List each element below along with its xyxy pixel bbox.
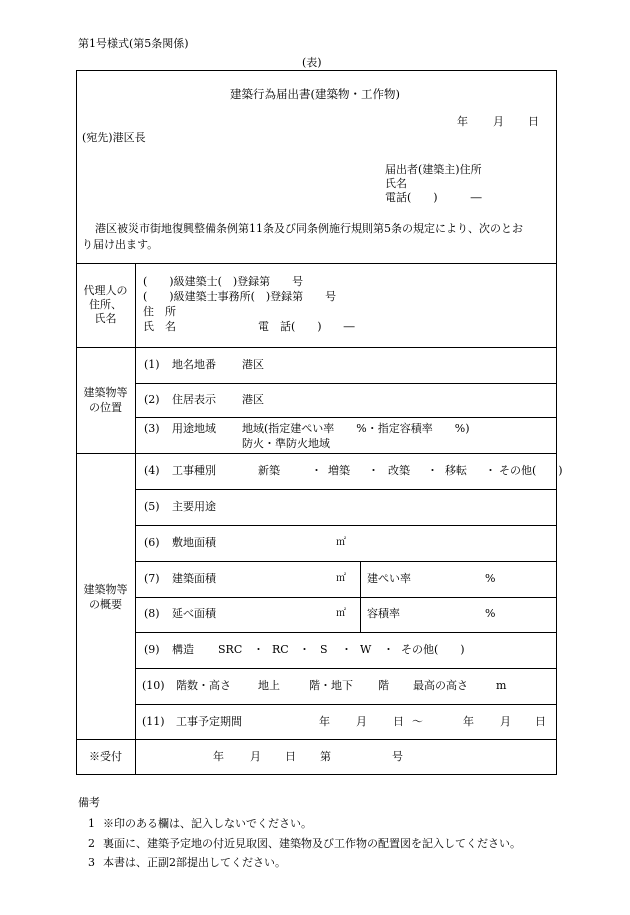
row4-separator: ・: [427, 464, 438, 477]
divider-ov-4: [136, 489, 557, 490]
applicant-address: 届出者(建築主)住所: [385, 163, 482, 176]
agent-label-2: 住所、: [89, 298, 122, 311]
row7-num: (7): [144, 572, 160, 585]
location-label-2: の位置: [89, 401, 122, 414]
agent-architect-line: ( )級建築士( )登録第 号: [143, 275, 304, 288]
form-side-label: (表): [302, 56, 322, 69]
note-text: 裏面に、建築予定地の付近見取図、建築物及び工作物の配置図を記入してください。: [103, 837, 521, 850]
row9-option: RC: [272, 643, 289, 656]
date-year: 年: [457, 115, 468, 128]
row8-label: 延べ面積: [172, 607, 216, 620]
floor-area-ratio-unit: %: [485, 607, 496, 620]
row4-num: (4): [144, 464, 160, 477]
agent-phone: 電 話( ) ―: [258, 320, 355, 333]
row2-value: 港区: [242, 393, 264, 406]
row2-label: 住居表示: [172, 393, 216, 406]
row10-max-height: 最高の高さ: [413, 679, 468, 692]
row1-label: 地名地番: [172, 358, 216, 371]
form-number: 第1号様式(第5条関係): [78, 37, 189, 50]
row11-num: (11): [142, 715, 165, 728]
agent-label-1: 代理人の: [83, 284, 128, 297]
row4-option: 増築: [328, 464, 350, 477]
row4-separator: ・: [311, 464, 322, 477]
row9-separator: ・: [383, 643, 394, 656]
receipt-number-unit: 号: [392, 750, 403, 763]
applicant-phone: 電話( ) ―: [385, 191, 482, 204]
row10-floors-above: 地上: [258, 679, 280, 692]
divider-overview: [76, 739, 557, 740]
row9-label: 構造: [172, 643, 194, 656]
divider-loc-1: [136, 383, 557, 384]
row3-fire-zone: 防火・準防火地域: [242, 437, 330, 450]
agent-address: 住 所: [143, 305, 176, 318]
row10-floors-below: 階・地下: [309, 679, 353, 692]
divider-ov-6: [136, 561, 557, 562]
row6-unit: ㎡: [336, 537, 346, 548]
row4-option-other: その他( ): [499, 464, 563, 477]
receipt-month: 月: [250, 750, 261, 763]
overview-label-2: の概要: [89, 598, 122, 611]
row7-unit: ㎡: [336, 573, 346, 584]
row2-num: (2): [144, 393, 160, 406]
divider-ov-7: [136, 597, 557, 598]
date-day: 日: [528, 115, 539, 128]
row4-option: 移転: [445, 464, 467, 477]
coverage-ratio-unit: %: [485, 572, 496, 585]
row11-range-sep: ～: [412, 715, 423, 728]
row4-option: 改築: [388, 464, 410, 477]
row3-label: 用途地域: [172, 422, 216, 435]
note-text: ※印のある欄は、記入しないでください。: [103, 817, 312, 830]
row4-option: 新築: [258, 464, 280, 477]
row5-label: 主要用途: [172, 500, 216, 513]
row1-value: 港区: [242, 358, 264, 371]
date-month: 月: [493, 115, 504, 128]
row8-unit: ㎡: [336, 608, 346, 619]
row10-label: 階数・高さ: [176, 679, 231, 692]
label-column-divider: [135, 263, 136, 775]
notes-title: 備考: [78, 796, 100, 809]
applicant-name: 氏名: [385, 177, 407, 190]
row6-num: (6): [144, 536, 160, 549]
coverage-ratio-label: 建ぺい率: [367, 572, 411, 585]
row10-height-unit: m: [496, 679, 507, 692]
note-number: 2: [88, 837, 95, 850]
row9-option: W: [360, 643, 372, 656]
receipt-day: 日: [285, 750, 296, 763]
receipt-year: 年: [213, 750, 224, 763]
body-text-line1: 港区被災市街地復興整備条例第11条及び同条例施行規則第5条の規定により、次のとお: [95, 222, 523, 235]
divider-ov-9: [136, 668, 557, 669]
row3-num: (3): [144, 422, 160, 435]
row9-option: SRC: [218, 643, 243, 656]
receipt-label: ※受付: [89, 750, 122, 763]
divider-loc-2: [136, 417, 557, 418]
divider-ov-10: [136, 704, 557, 705]
divider-ov-5: [136, 525, 557, 526]
agent-office-line: ( )級建築士事務所( )登録第 号: [143, 290, 337, 303]
row11-label: 工事予定期間: [176, 715, 242, 728]
form-title: 建築行為届出書(建築物・工作物): [230, 87, 400, 101]
row9-option-other: その他( ): [401, 643, 465, 656]
row4-separator: ・: [485, 464, 496, 477]
row9-separator: ・: [299, 643, 310, 656]
row11-start-month: 月: [356, 715, 367, 728]
divider-agent: [76, 347, 557, 348]
floor-area-ratio-label: 容積率: [367, 607, 400, 620]
row9-option: S: [320, 643, 328, 656]
overview-label-1: 建築物等: [83, 583, 128, 596]
divider-ov-8: [136, 632, 557, 633]
note-text: 本書は、正副2部提出してください。: [103, 856, 286, 869]
row11-end-month: 月: [500, 715, 511, 728]
row7-label: 建築面積: [172, 572, 216, 585]
body-text-line2: り届け出ます。: [82, 238, 159, 251]
addressee: (宛先)港区長: [82, 131, 146, 144]
row11-start-day: 日: [393, 715, 404, 728]
row8-num: (8): [144, 607, 160, 620]
row10-floor-unit: 階: [378, 679, 389, 692]
agent-name: 氏 名: [143, 320, 176, 333]
row3-zone: 地域(指定建ぺい率 %・指定容積率 %): [242, 422, 470, 435]
agent-label-3: 氏名: [94, 312, 117, 325]
row6-label: 敷地面積: [172, 536, 216, 549]
row11-end-day: 日: [535, 715, 546, 728]
divider-intro: [76, 263, 557, 264]
row9-separator: ・: [341, 643, 352, 656]
row10-num: (10): [142, 679, 165, 692]
row9-separator: ・: [253, 643, 264, 656]
row11-end-year: 年: [463, 715, 474, 728]
divider-location: [76, 453, 557, 454]
row1-num: (1): [144, 358, 160, 371]
row4-label: 工事種別: [172, 464, 216, 477]
row4-separator: ・: [368, 464, 379, 477]
row9-num: (9): [144, 643, 160, 656]
location-label-1: 建築物等: [83, 386, 128, 399]
row11-start-year: 年: [319, 715, 330, 728]
ratio-column-divider: [360, 561, 361, 632]
row5-num: (5): [144, 500, 160, 513]
receipt-no: 第: [320, 750, 331, 763]
note-number: 1: [88, 817, 95, 830]
note-number: 3: [88, 856, 95, 869]
